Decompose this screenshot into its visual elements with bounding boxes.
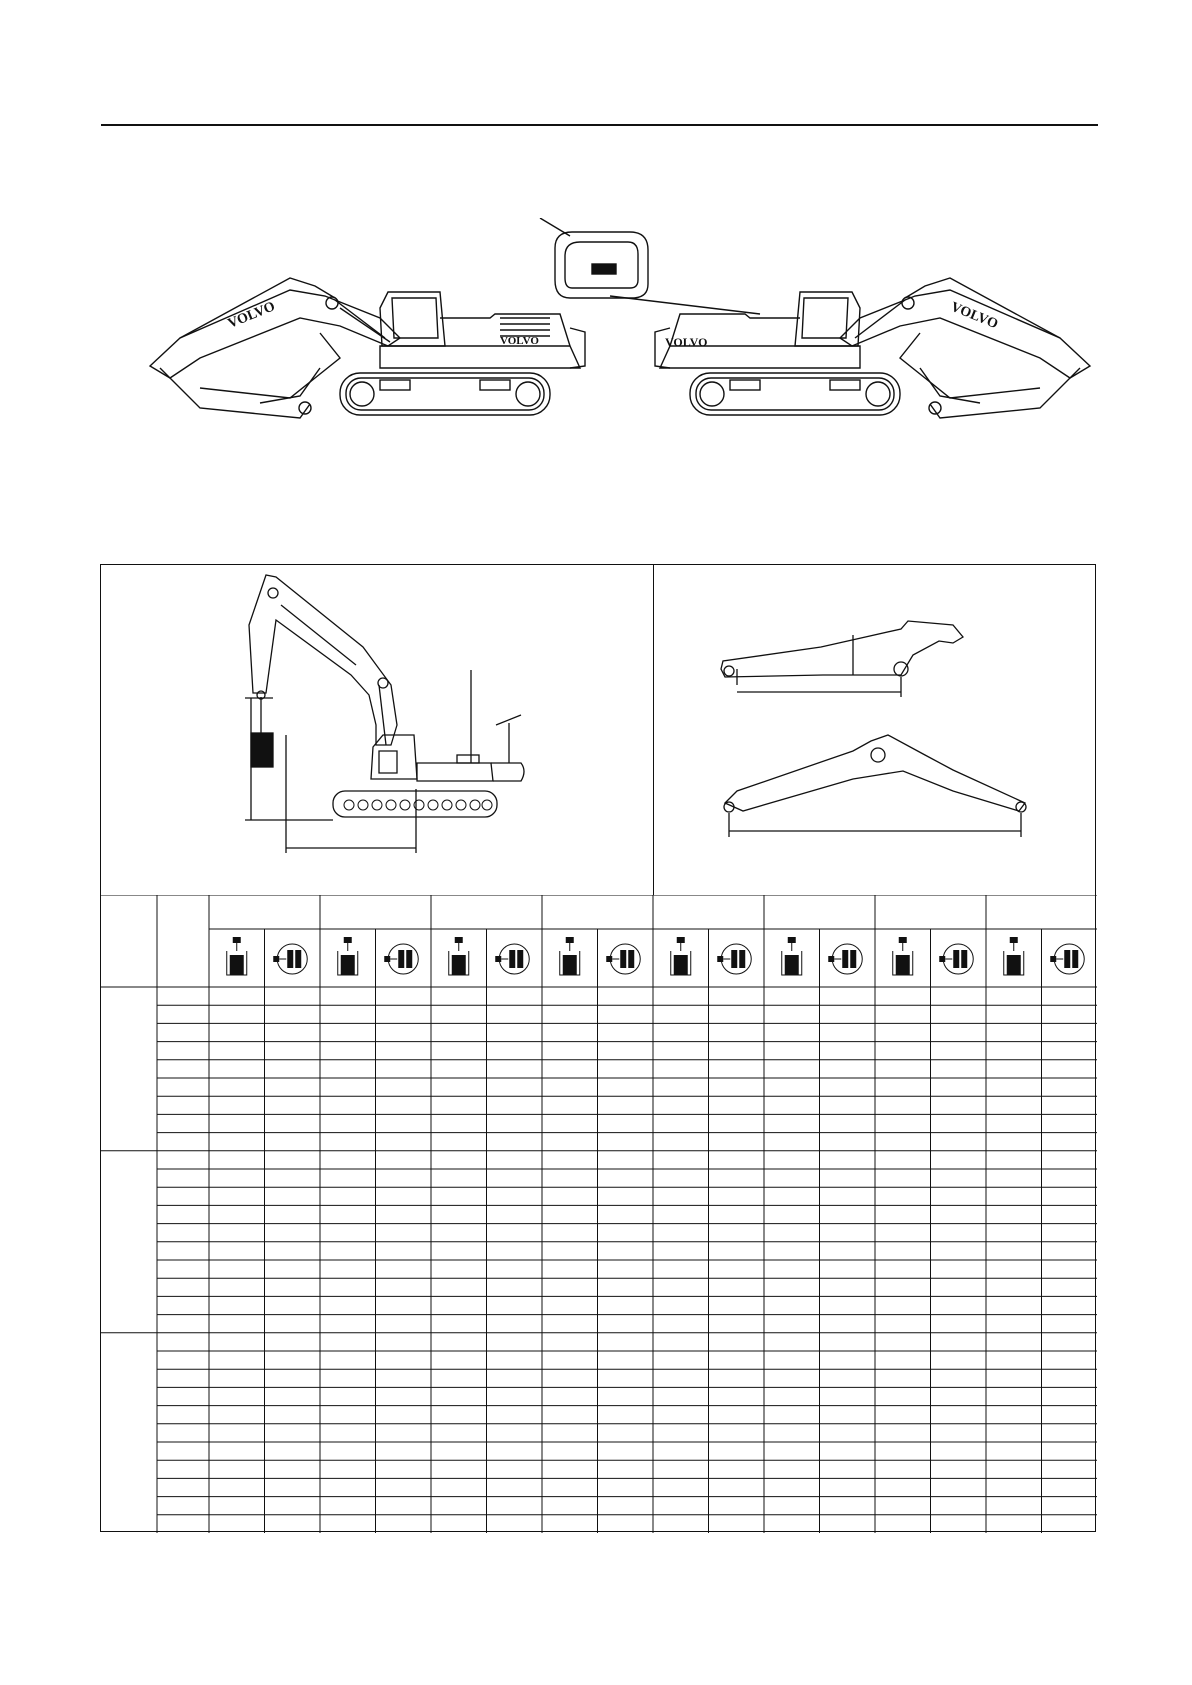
- straight-arm-diagram: [721, 621, 963, 697]
- right-excavator: [655, 278, 1090, 418]
- left-excavator: [150, 278, 585, 418]
- load-over-side-icon: [495, 944, 529, 974]
- load-over-side-icon: [828, 944, 862, 974]
- load-over-side-icon: [606, 944, 640, 974]
- lift-point-diagram: [101, 565, 653, 895]
- left-brand-wordmark: VOLVO: [225, 299, 278, 332]
- load-over-side-icon: [717, 944, 751, 974]
- load-over-front-icon: [1004, 937, 1024, 975]
- right-brand-wordmark: VOLVO: [948, 299, 1001, 333]
- lift-capacity-table: [100, 564, 1096, 1532]
- left-body-wordmark: VOLVO: [500, 335, 539, 347]
- load-over-side-icon: [384, 944, 418, 974]
- excavator-pair-illustration: [140, 218, 1100, 443]
- cab-label-callout: [540, 218, 760, 314]
- load-over-side-icon: [939, 944, 973, 974]
- load-over-front-icon: [782, 937, 802, 975]
- load-over-front-icon: [560, 937, 580, 975]
- load-over-side-icon: [273, 944, 307, 974]
- load-over-front-icon: [671, 937, 691, 975]
- right-body-wordmark: VOLVO: [665, 335, 708, 349]
- boom-arm-options-diagram: [653, 565, 1097, 895]
- load-over-front-icon: [227, 937, 247, 975]
- load-over-front-icon: [893, 937, 913, 975]
- load-over-front-icon: [449, 937, 469, 975]
- header-rule: [101, 124, 1098, 126]
- capacity-grid: [101, 895, 1097, 1533]
- load-over-front-icon: [338, 937, 358, 975]
- boom-diagram: [724, 735, 1026, 837]
- load-over-side-icon: [1050, 944, 1084, 974]
